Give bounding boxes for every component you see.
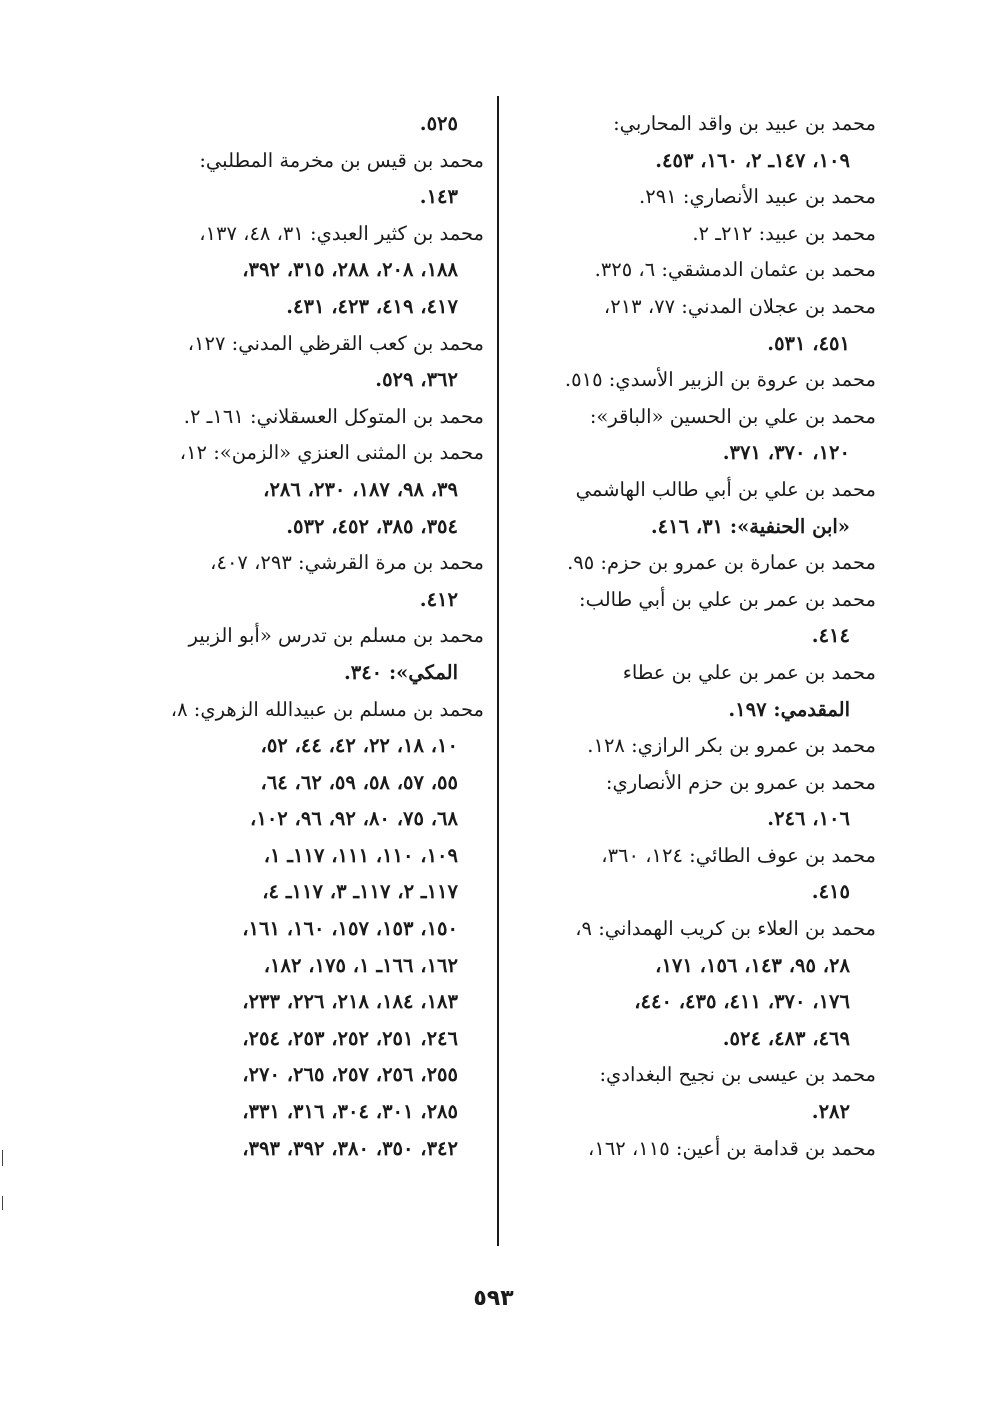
index-entry-continuation: ٢٤٦، ٢٥١، ٢٥٢، ٢٥٣، ٢٥٤، bbox=[242, 1026, 458, 1050]
scan-margin-mark bbox=[2, 1150, 3, 1166]
index-entry: محمد بن كعب القرظي المدني: ١٢٧، bbox=[187, 331, 484, 355]
index-entry-continuation: ١٧٦، ٣٧٠، ٤١١، ٤٣٥، ٤٤٠، bbox=[634, 990, 850, 1014]
index-entry: محمد بن عمارة بن عمرو بن حزم: ٩٥. bbox=[567, 551, 876, 575]
index-entry-continuation: ٤٥١، ٥٣١. bbox=[767, 331, 850, 355]
index-entry-continuation: ٣٦٢، ٥٢٩. bbox=[375, 368, 458, 392]
index-entry: محمد بن عوف الطائي: ١٢٤، ٣٦٠، bbox=[601, 843, 876, 867]
index-entry: محمد بن عبيد: ٢١٢ـ ٢. bbox=[692, 221, 876, 245]
index-entry-continuation: ٤١٧، ٤١٩، ٤٢٣، ٤٣١. bbox=[286, 294, 458, 318]
index-entry: محمد بن قدامة بن أعين: ١١٥، ١٦٢، bbox=[588, 1136, 876, 1160]
index-entry-continuation: المقدمي: ١٩٧. bbox=[728, 697, 850, 721]
index-entry: محمد بن عبيد بن واقد المحاربي: bbox=[613, 112, 876, 135]
index-entry: محمد بن عمر بن علي بن أبي طالب: bbox=[579, 587, 876, 611]
index-entry-continuation: ٣٩، ٩٨، ١٨٧، ٢٣٠، ٢٨٦، bbox=[263, 477, 458, 501]
index-entry-continuation: ٢٨٢. bbox=[811, 1100, 850, 1124]
index-entry: محمد بن مرة القرشي: ٢٩٣، ٤٠٧، bbox=[210, 551, 484, 575]
index-entry-continuation: ١٤٣. bbox=[419, 185, 458, 209]
index-entry: محمد بن مسلم بن عبيدالله الزهري: ٨، bbox=[170, 697, 484, 721]
index-entry-continuation: ١٢٠، ٣٧٠، ٣٧١. bbox=[722, 441, 850, 465]
index-entry-continuation: ٥٢٥. bbox=[419, 112, 458, 135]
index-entry: محمد بن المثنى العنزي «الزمن»: ١٢، bbox=[179, 441, 484, 465]
index-entry: محمد بن عمر بن علي بن عطاء bbox=[622, 660, 876, 684]
index-entry-continuation: ١٠٦، ٢٤٦. bbox=[767, 807, 850, 831]
column-divider bbox=[497, 96, 499, 1246]
index-entry-continuation: ٢٨٥، ٣٠١، ٣٠٤، ٣١٦، ٣٣١، bbox=[242, 1100, 458, 1124]
index-entry-continuation: ٢٨، ٩٥، ١٤٣، ١٥٦، ١٧١، bbox=[655, 953, 850, 977]
index-entry: محمد بن عروة بن الزبير الأسدي: ٥١٥. bbox=[564, 368, 876, 392]
index-entry-continuation: ٦٨، ٧٥، ٨٠، ٩٢، ٩٦، ١٠٢، bbox=[250, 807, 458, 831]
index-column-left bbox=[112, 106, 484, 1167]
index-entry-continuation: ٤٦٩، ٤٨٣، ٥٢٤. bbox=[722, 1026, 850, 1050]
index-entry-continuation: ١٥٠، ١٥٣، ١٥٧، ١٦٠، ١٦١، bbox=[242, 917, 458, 941]
index-entry-continuation: ١٨٨، ٢٠٨، ٢٨٨، ٣١٥، ٣٩٢، bbox=[242, 258, 458, 282]
index-entry: محمد بن العلاء بن كريب الهمداني: ٩، bbox=[575, 917, 876, 941]
index-entry-continuation: ١٦٢، ١٦٦ـ ١، ١٧٥، ١٨٢، bbox=[263, 953, 458, 977]
index-entry: محمد بن عبيد الأنصاري: ٢٩١. bbox=[639, 185, 876, 209]
index-entry-continuation: «ابن الحنفية»: ٣١، ٤١٦. bbox=[650, 514, 850, 538]
index-entry-continuation: ١٠٩، ١١٠، ١١١، ١١٧ـ ١، bbox=[263, 843, 458, 867]
index-entry: محمد بن قيس بن مخرمة المطلبي: bbox=[199, 148, 484, 172]
page-number: ٥٩٣ bbox=[473, 1286, 514, 1311]
index-entry: محمد بن عثمان الدمشقي: ٦، ٣٢٥. bbox=[594, 258, 876, 282]
index-entry-continuation: ١١٧ـ ٢، ١١٧ـ ٣، ١١٧ـ ٤، bbox=[262, 880, 458, 904]
index-entry-continuation: ٣٤٢، ٣٥٠، ٣٨٠، ٣٩٢، ٣٩٣، bbox=[242, 1136, 458, 1160]
index-entry: محمد بن عيسى بن نجيح البغدادي: bbox=[599, 1063, 876, 1087]
index-entry-continuation: ١٠٩، ١٤٧ـ ٢، ١٦٠، ٤٥٣. bbox=[655, 148, 850, 172]
scan-margin-mark bbox=[2, 1196, 3, 1210]
index-entry-continuation: ٥٥، ٥٧، ٥٨، ٥٩، ٦٢، ٦٤، bbox=[260, 770, 458, 794]
index-entry: محمد بن عجلان المدني: ٧٧، ٢١٣، bbox=[603, 294, 876, 318]
index-entry: محمد بن كثير العبدي: ٣١، ٤٨، ١٣٧، bbox=[199, 221, 484, 245]
index-entry-continuation: المكي»: ٣٤٠. bbox=[343, 660, 458, 684]
index-entry-continuation: ١٨٣، ١٨٤، ٢١٨، ٢٢٦، ٢٣٣، bbox=[242, 990, 458, 1014]
index-entry: محمد بن عمرو بن حزم الأنصاري: bbox=[605, 770, 876, 794]
index-entry-continuation: ٢٥٥، ٢٥٦، ٢٥٧، ٢٦٥، ٢٧٠، bbox=[242, 1063, 458, 1087]
index-entry: محمد بن مسلم بن تدرس «أبو الزبير bbox=[188, 624, 484, 648]
index-entry-continuation: ٤١٤. bbox=[811, 624, 850, 648]
index-entry: محمد بن علي بن الحسين «الباقر»: bbox=[589, 404, 876, 428]
index-entry-continuation: ٤١٢. bbox=[419, 587, 458, 611]
index-entry: محمد بن المتوكل العسقلاني: ١٦١ـ ٢. bbox=[183, 404, 484, 428]
index-entry-continuation: ٤١٥. bbox=[811, 880, 850, 904]
index-entry: محمد بن علي بن أبي طالب الهاشمي bbox=[575, 477, 876, 501]
index-column-right bbox=[504, 106, 876, 1167]
index-entry-continuation: ١٠، ١٨، ٢٢، ٤٢، ٤٤، ٥٢، bbox=[260, 734, 458, 758]
index-entry: محمد بن عمرو بن بكر الرازي: ١٢٨. bbox=[587, 734, 876, 758]
index-entry-continuation: ٣٥٤، ٣٨٥، ٤٥٢، ٥٣٢. bbox=[286, 514, 458, 538]
